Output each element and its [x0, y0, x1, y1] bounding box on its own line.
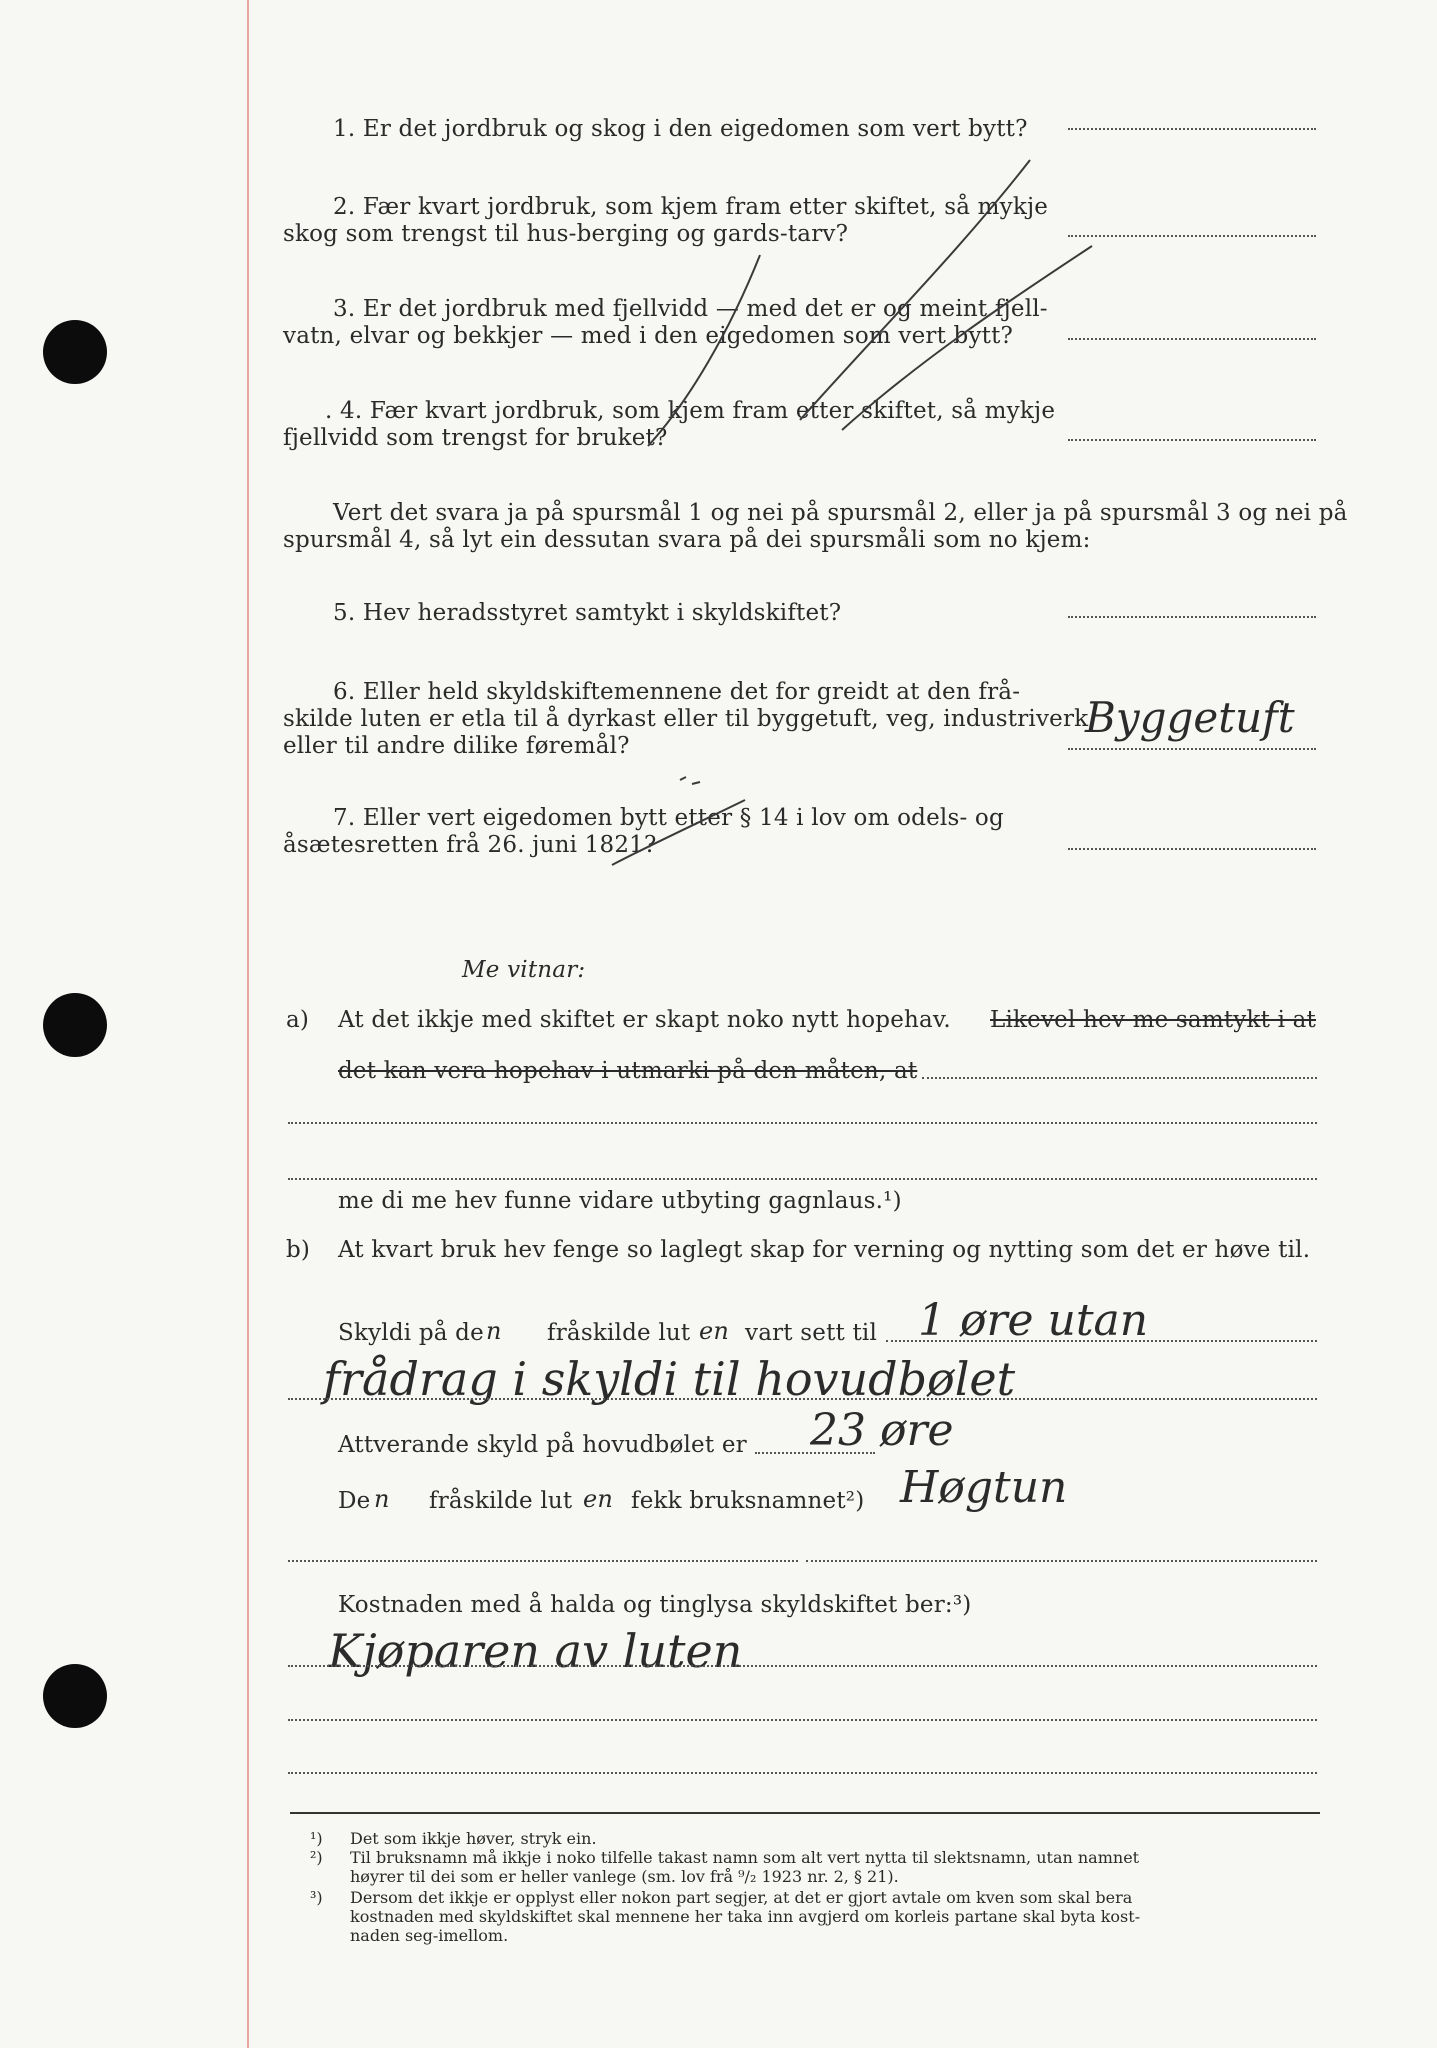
bruksnamn-label-2: fråskilde lut: [429, 1488, 573, 1514]
question-1: 1. Er det jordbruk og skog i den eigedomen som vert bytt?: [333, 116, 1028, 142]
footnote-2-text-1: Til bruksnamn må ikkje i noko tilfelle takast namn som alt vert nytta til slektsnamn, utan namnet: [350, 1848, 1140, 1867]
footnote-2-num: ²): [310, 1848, 323, 1867]
question-6-line-2: skilde luten er etla til å dyrkast eller til byggetuft, veg, industriverk: [283, 706, 1089, 732]
skyld-label-1: Skyldi på de: [338, 1320, 484, 1346]
handwritten-answer-6: Byggetuft: [1085, 693, 1295, 742]
question-3-line-1: 3. Er det jordbruk med fjellvidd — med det er og meint fjell-: [333, 296, 1048, 322]
kostnad-label: Kostnaden med å halda og tinglysa skyldskiftet ber:³): [338, 1592, 972, 1618]
attverande-label: Attverande skyld på hovudbølet er: [338, 1432, 747, 1458]
check-stroke-1: [800, 160, 1030, 420]
footnote-3-text-3: naden seg-imellom.: [350, 1926, 509, 1945]
handwritten-skyld-continued: frådrag i skyldi til hovudbølet: [323, 1352, 1016, 1406]
handwritten-attverande: 23 øre: [810, 1405, 954, 1456]
footnote-3-text-2: kostnaden med skyldskiftet skal mennene her taka inn avgjerd om korleis partane skal byta kost-: [350, 1907, 1141, 1926]
question-5: 5. Hev heradsstyret samtykt i skyldskiftet?: [333, 600, 842, 626]
footnote-1-text: Det som ikkje høver, stryk ein.: [350, 1829, 597, 1848]
check-stroke-4: [612, 800, 745, 865]
item-a-end: me di me hev funne vidare utbyting gagnlaus.¹): [338, 1188, 902, 1214]
item-b-label: b): [286, 1237, 311, 1263]
instruction-line-2: spursmål 4, så lyt ein dessutan svara på dei spursmåli som no kjem:: [283, 527, 1091, 553]
item-a-text: At det ikkje med skiftet er skapt noko nytt hopehav.: [338, 1007, 951, 1033]
footnote-1-num: ¹): [310, 1829, 323, 1848]
bruksnamn-label-3: fekk bruksnamnet²): [631, 1488, 865, 1514]
skyld-hw-n-1: n: [486, 1317, 502, 1345]
item-a-label: a): [286, 1007, 310, 1033]
question-7-line-1: 7. Eller vert eigedomen bytt etter § 14 i lov om odels- og: [333, 805, 1004, 831]
question-2-line-1: 2. Fær kvart jordbruk, som kjem fram etter skiftet, så mykje: [333, 194, 1049, 220]
question-2-line-2: skog som trengst til hus-berging og gards-tarv?: [283, 221, 849, 247]
skyld-label-3: vart sett til: [745, 1320, 878, 1346]
question-4-line-2: fjellvidd som trengst for bruket?: [283, 425, 668, 451]
item-a-struck-text-2: det kan vera hopehav i utmarki på den måten, at: [338, 1058, 918, 1084]
bruksnamn-hw-en: en: [583, 1485, 614, 1513]
question-7-line-2: åsætesretten frå 26. juni 1821?: [283, 832, 657, 858]
question-3-line-2: vatn, elvar og bekkjer — med i den eigedomen som vert bytt?: [283, 323, 1014, 349]
check-stroke-3: [648, 255, 760, 446]
ink-mark: [680, 777, 700, 784]
item-b-text: At kvart bruk hev fenge so laglegt skap for verning og nytting som det er høve til.: [338, 1237, 1311, 1263]
handwritten-skyld: 1 øre utan: [918, 1295, 1149, 1346]
bruksnamn-hw-n: n: [374, 1485, 390, 1513]
handwritten-kostnad: Kjøparen av luten: [328, 1624, 743, 1678]
footnote-2-text-2: høyrer til dei som er heller vanlege (sm. lov frå ⁹/₂ 1923 nr. 2, § 21).: [350, 1867, 899, 1886]
skyld-label-2: fråskilde lut: [547, 1320, 691, 1346]
check-stroke-2: [842, 246, 1092, 430]
footnote-3-text-1: Dersom det ikkje er opplyst eller nokon part segjer, at det er gjort avtale om kven som skal bera: [350, 1888, 1133, 1907]
item-a-struck-text-1: Likevel hev me samtykt i at: [990, 1007, 1316, 1033]
instruction-line-1: Vert det svara ja på spursmål 1 og nei på spursmål 2, eller ja på spursmål 3 og nei på: [333, 500, 1348, 526]
vitnar-heading: Me vitnar:: [462, 957, 586, 983]
bruksnamn-label-1: De: [338, 1488, 371, 1514]
question-6-line-1: 6. Eller held skyldskiftemennene det for greidt at den frå-: [333, 679, 1021, 705]
skyld-hw-en-1: en: [699, 1317, 730, 1345]
question-6-line-3: eller til andre dilike føremål?: [283, 733, 630, 759]
question-4-line-1: . 4. Fær kvart jordbruk, som kjem fram etter skiftet, så mykje: [325, 398, 1056, 424]
footnote-3-num: ³): [310, 1888, 323, 1907]
handwritten-bruksnamn: Høgtun: [900, 1462, 1068, 1513]
